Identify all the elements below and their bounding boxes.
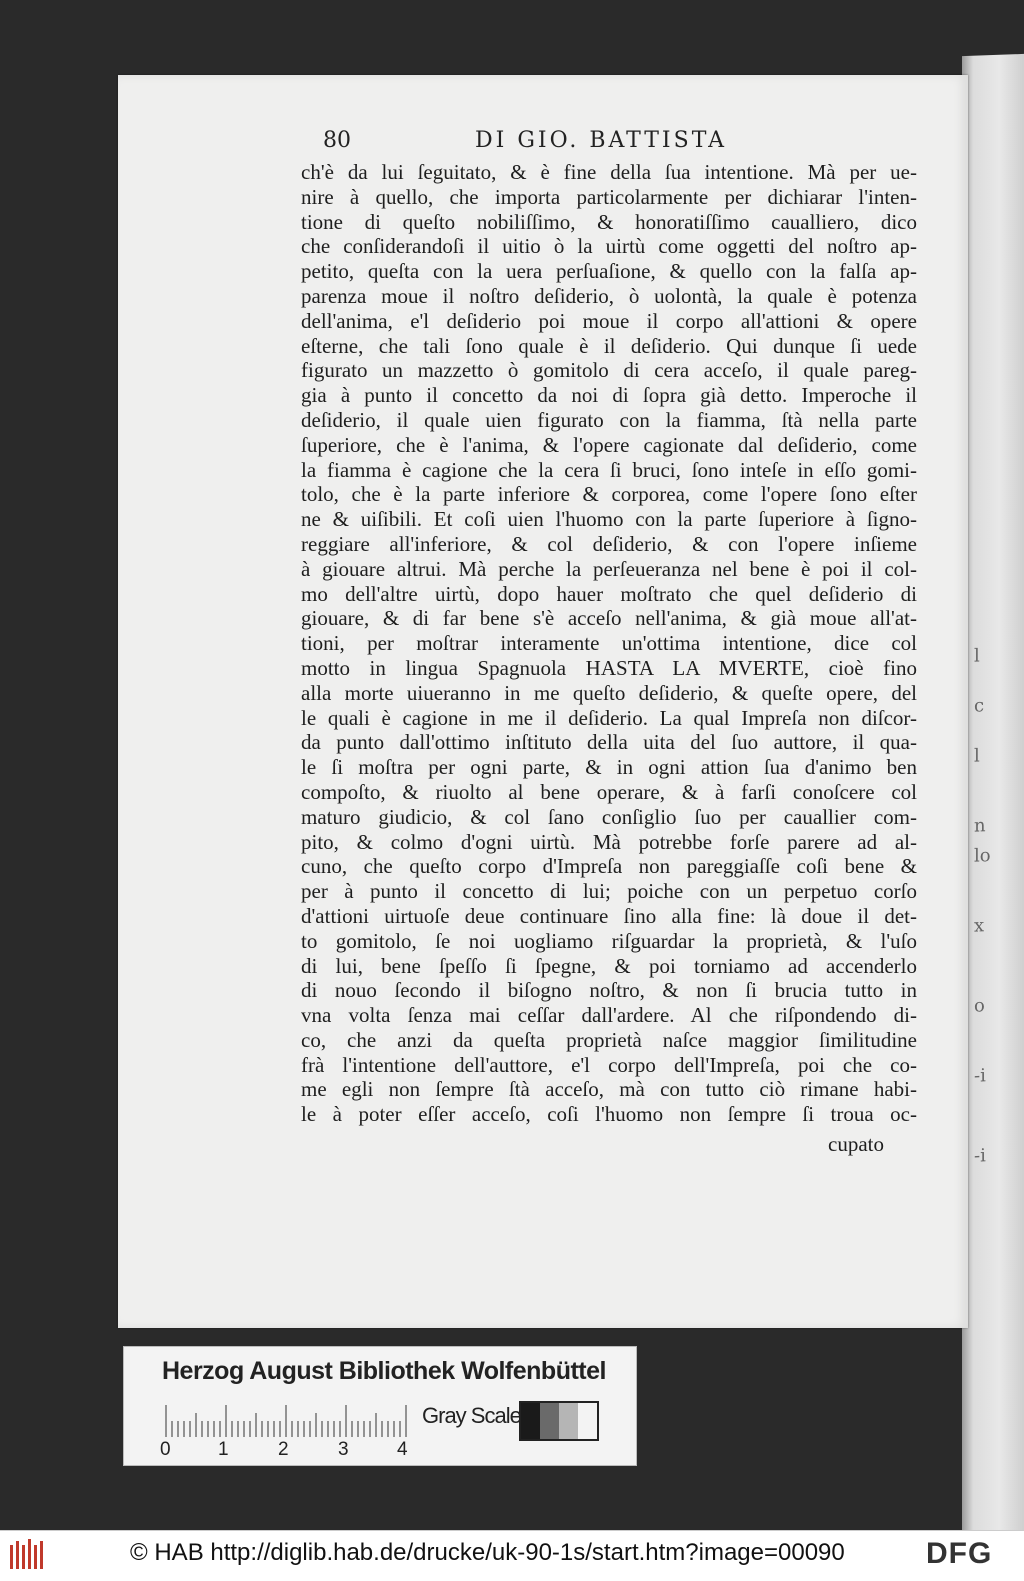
catchword: cupato (828, 1132, 884, 1156)
text-line: che conſiderandoſi il uitio ò la uirtù come oggetti del noſtro ap- (301, 234, 917, 259)
footer-bar (0, 1530, 1024, 1581)
text-line: ſuperiore, che è l'anima, & l'opere cagionate dal deſiderio, come (301, 432, 917, 457)
ruler-number: 3 (338, 1439, 349, 1460)
text-line: le à poter eſſer acceſo, coſi l'huomo non ſempre ſi troua oc- (301, 1102, 917, 1127)
ruler-number: 2 (278, 1439, 289, 1460)
text-line: d'attioni uirtuoſe deue continuare ſino alla fine: là doue il det- (301, 903, 917, 928)
text-line: deſiderio, il quale uien figurato con la fiamma, ſtà nella parte (301, 407, 917, 432)
text-line: le ſi moſtra per ogni parte, & in ogni attion ſua d'animo ben (301, 755, 917, 780)
text-line: me egli non ſempre ſtà acceſo, mà con tutto ciò rimane habi- (301, 1077, 917, 1102)
text-line: maturo giudicio, & col ſano conſiglio ſuo per cauallier com- (301, 804, 917, 829)
text-line: giouare, & di far bene s'è acceſo nell'anima, & già moue all'at- (301, 606, 917, 631)
hab-logo-icon (8, 1537, 48, 1573)
text-line: parenza moue il noſtro deſiderio, ò uolontà, la quale è potenza (301, 283, 917, 308)
text-line: tolo, che è la parte inferiore & corporea, come l'opere ſono eſter (301, 482, 917, 507)
text-line: tioni, per moſtrar interamente un'ottima intentione, dice col (301, 631, 917, 656)
text-line: gia à punto il concetto da noi di ſopra già detto. Imperoche il (301, 383, 917, 408)
book-page (118, 75, 968, 1328)
measurement-ruler (164, 1403, 409, 1437)
ruler-number: 0 (160, 1439, 171, 1460)
text-line: à giouare altrui. Mà perche la perſeueranza nel bene è poi il col- (301, 556, 917, 581)
text-line: figurato un mazzetto ò gomitolo di cera acceſo, il quale pareg- (301, 358, 917, 383)
page-number: 80 (323, 128, 351, 153)
text-line: di lui, bene ſpeſſo ſi ſpegne, & poi torniamo ad accenderlo (301, 953, 917, 978)
text-line: per à punto il concetto di lui; poiche con un perpetuo corſo (301, 879, 917, 904)
text-line: cuno, che queſto corpo d'Impreſa non pareggiaſſe coſi bene & (301, 854, 917, 879)
text-line: vna volta ſenza mai ceſſar dall'ardere. Al che riſpondendo di- (301, 1003, 917, 1028)
text-line: mo dell'altre uirtù, dopo hauer moſtrato che quel deſiderio di (301, 581, 917, 606)
text-line: co, che anzi da queſta proprietà naſce maggior ſimilitudine (301, 1027, 917, 1052)
text-line: to gomitolo, ſe noi uogliamo riſguardar la proprietà, & l'uſo (301, 928, 917, 953)
adjacent-page-edge: l c l n lo x o -i -i (962, 54, 1024, 1546)
text-line: compoſto, & riuolto al bene operare, & à farſi conoſcere col (301, 779, 917, 804)
gray-scale-swatch (519, 1401, 599, 1441)
text-line: reggiare all'inferiore, & col deſiderio, & con l'opere inſieme (301, 531, 917, 556)
library-label (123, 1346, 637, 1466)
running-head-title: DI GIO. BATTISTA (475, 128, 728, 153)
text-line: frà l'intentione dell'auttore, e'l corpo dell'Impreſa, poi che co- (301, 1052, 917, 1077)
text-line: ch'è da lui ſeguitato, & è fine della ſua intentione. Mà per ue- (301, 160, 917, 184)
body-text (301, 160, 917, 1127)
text-line: da punto dall'ottimo inſtituto della uita del ſuo auttore, il qua- (301, 730, 917, 755)
text-line: alla morte uiueranno in me queſto deſiderio, & queſte opere, del (301, 680, 917, 705)
text-line: eſterne, che tali ſono quale è il deſiderio. Qui dunque ſi uede (301, 333, 917, 358)
text-line: le quali è cagione in me il deſiderio. La qual Impreſa non diſcor- (301, 705, 917, 730)
ruler-number: 1 (218, 1439, 229, 1460)
text-line: nire à quello, che importa particolarmente per dichiarar l'inten- (301, 184, 917, 209)
text-line: tione di queſto nobiliſſimo, & honoratiſſimo caualliero, dico (301, 209, 917, 234)
ruler-number: 4 (397, 1439, 408, 1460)
dfg-logo: DFG (926, 1537, 993, 1570)
text-line: motto in lingua Spagnuola HASTA LA MVERTE, cioè fino (301, 655, 917, 680)
source-url: © HAB http://diglib.hab.de/drucke/uk-90-1s/start.htm?image=00090 (130, 1539, 845, 1566)
text-line: ne & uiſibili. Et coſi uien l'huomo con la parte ſuperiore à ſigno- (301, 507, 917, 532)
library-name: Herzog August Bibliothek Wolfenbüttel (162, 1357, 606, 1385)
running-head (323, 128, 943, 158)
text-line: pito, & colmo d'ogni uirtù. Mà potrebbe forſe parere ad al- (301, 829, 917, 854)
text-line: la fiamma è cagione che la cera ſi bruci, ſono inteſe in eſſo gomi- (301, 457, 917, 482)
text-line: di nouo ſecondo il biſogno noſtro, & non ſi brucia tutto in (301, 978, 917, 1003)
text-line: petito, queſta con la uera perſuaſione, & quello con la falſa ap- (301, 259, 917, 284)
text-line: dell'anima, e'l deſiderio poi moue il corpo all'attioni & opere (301, 308, 917, 333)
ruler-numbers (160, 1439, 420, 1461)
gray-scale-label: Gray Scale (422, 1403, 521, 1428)
